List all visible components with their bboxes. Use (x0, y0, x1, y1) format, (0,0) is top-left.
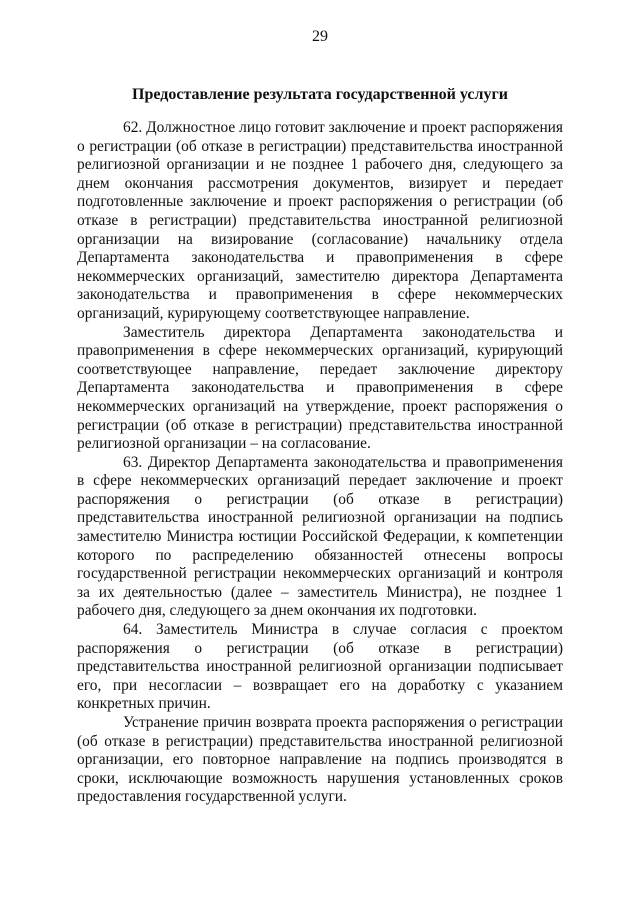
section-heading: Предоставление результата государственной услуги (132, 86, 508, 103)
paragraph-return-correction: Устранение причин возврата проекта распоряжения о регистрации (об отказе в регистрации) представительства иностранной религиозной организации, его повторное направление на подпись производятся в сроки, исключающие возможность нарушения установленных сроков предоставления государственной услуги. (77, 714, 563, 806)
paragraph-deputy-director: Заместитель директора Департамента законодательства и правоприменения в сфере некоммерческих организаций, курирующий соответствующее направление, передает заключение директору Департамента законодательства и правоприменения в сфере некоммерческих организаций на утверждение, проект распоряжения о регистрации (об отказе в регистрации) представительства иностранной религиозной организации – на согласование. (77, 323, 563, 453)
document-body (77, 119, 563, 807)
paragraph-64: 64. Заместитель Министра в случае согласия с проектом распоряжения о регистрации (об отказе в регистрации) представительства иностранной религиозной организации подписывает его, при несогласии – возвращает его на доработку с указанием конкретных причин. (77, 621, 563, 713)
paragraph-62: 62. Должностное лицо готовит заключение и проект распоряжения о регистрации (об отказе в регистрации) представительства иностранной религиозной организации и не позднее 1 рабочего дня, следующего за днем окончания рассмотрения документов, визирует и передает подготовленные заключение и проект распоряжения о регистрации (об отказе в регистрации) представительства иностранной религиозной организации на визирование (согласование) начальнику отдела Департамента законодательства и правоприменения в сфере некоммерческих организаций, заместителю директора Департамента законодательства и правоприменения в сфере некоммерческих организаций, курирующему соответствующее направление. (77, 119, 563, 322)
paragraph-63: 63. Директор Департамента законодательства и правоприменения в сфере некоммерческих организаций передает заключение и проект распоряжения о регистрации (об отказе в регистрации) представительства иностранной религиозной организации на подпись заместителю Министра юстиции Российской Федерации, к компетенции которого по распределению обязанностей отнесены вопросы государственной регистрации некоммерческих организаций и контроля за их деятельностью (далее – заместитель Министра), не позднее 1 рабочего дня, следующего за днем окончания их подготовки. (77, 453, 563, 620)
page-number: 29 (312, 28, 328, 45)
